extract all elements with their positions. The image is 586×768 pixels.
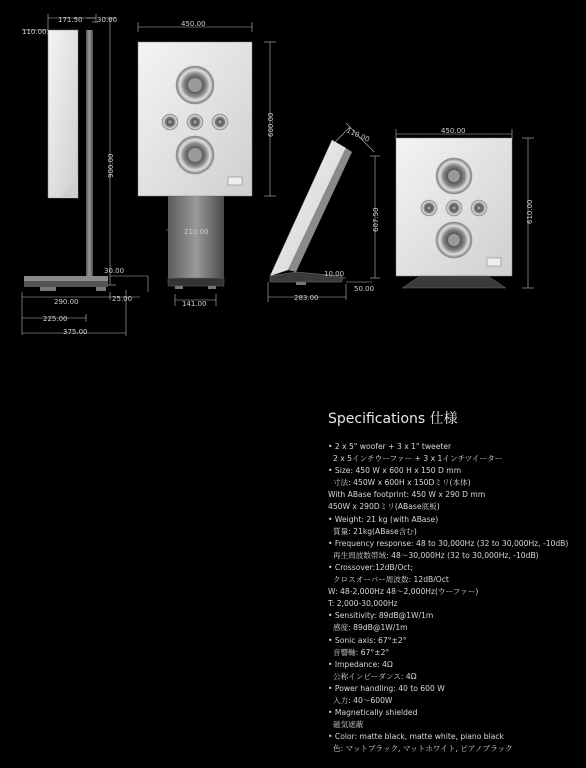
spec-line: • 2 x 5" woofer + 3 x 1" tweeter [328, 442, 452, 451]
dim-abase-front-height: 610.00 [526, 199, 534, 224]
dim-side-top: 110.00 [22, 28, 47, 36]
spec-line: • Frequency response: 48 to 30,000Hz (32 to 30,000Hz, -10dB) [328, 538, 569, 548]
dim-abase-top: 110.00 [345, 126, 371, 144]
dim-side-thickness: 30.00 [97, 16, 118, 24]
spec-line: • Magnetically shielded [328, 708, 418, 718]
spec-line: 感度: 89dB@1W/1m [333, 623, 408, 633]
spec-line: • Power handling: 40 to 600 W [328, 683, 445, 693]
spec-line: 磁気遮蔽 [333, 720, 364, 730]
dim-front-base: 141.00 [182, 300, 207, 308]
dim-abase-foot: 10.00 [324, 270, 345, 278]
spec-line: 入力: 40～600W [333, 695, 393, 705]
dim-side-foot: 30.00 [104, 267, 125, 275]
specifications-title: Specifications 仕様 [328, 411, 458, 427]
spec-list [328, 441, 578, 755]
spec-line: 音響軸: 67°±2° [333, 647, 390, 657]
spec-line: 質量: 21kg(ABase含む) [333, 526, 417, 536]
spec-line: • Weight: 21 kg (with ABase) [328, 514, 439, 524]
dim-side-height: 900.00 [107, 153, 115, 178]
dim-side-depth: 171.50 [58, 16, 83, 24]
dim-front-height: 600.00 [267, 112, 275, 137]
dim-side-base: 290.00 [54, 298, 79, 306]
spec-line: クロスオーバー周波数: 12dB/Oct [333, 575, 449, 585]
spec-line: • Impedance: 4Ω [328, 659, 393, 669]
dim-front-stand: 210.00 [184, 228, 209, 236]
spec-line: • Sonic axis: 67°±2° [328, 635, 407, 645]
spec-line: 公称インピーダンス: 4Ω [333, 671, 417, 681]
spec-line: 色: マットブラック, マットホワイト, ピアノブラック [333, 744, 513, 754]
spec-line: With ABase footprint: 450 W x 290 D mm [328, 490, 486, 500]
spec-line: • Sensitivity: 89dB@1W/1m [328, 611, 434, 621]
dim-side-inner: 225.00 [43, 315, 68, 323]
spec-line: 寸法: 450W x 600H x 150Dミリ(本体) [333, 478, 471, 488]
dim-abase-depth: 283.00 [294, 294, 319, 302]
dim-side-total: 375.00 [63, 328, 88, 336]
dim-side-offset: 25.00 [112, 295, 133, 303]
dim-abase-height: 607.50 [372, 207, 380, 232]
spec-line: • Color: matte black, matte white, piano black [328, 732, 504, 742]
spec-line: 2 x 5インチウーファー + 3 x 1インチツイーター [333, 454, 503, 464]
spec-line: W: 48-2,000Hz 48～2,000Hz(ウーファー) [328, 587, 479, 597]
technical-drawings [0, 0, 586, 340]
spec-line: T: 2,000-30,000Hz [328, 599, 398, 609]
spec-line: 450W x 290Dミリ(ABase底板) [328, 502, 440, 512]
dim-front-width: 450.00 [181, 20, 206, 28]
dim-abase-front-width: 450.00 [441, 127, 466, 135]
dim-abase-rear: 50.00 [354, 285, 375, 293]
spec-line: • Size: 450 W x 600 H x 150 D mm [328, 466, 462, 476]
specifications-section [328, 408, 578, 755]
spec-line: 再生周波数帯域: 48～30,000Hz (32 to 30,000Hz, -10dB) [333, 550, 539, 560]
spec-line: • Crossover:12dB/Oct; [328, 562, 414, 572]
